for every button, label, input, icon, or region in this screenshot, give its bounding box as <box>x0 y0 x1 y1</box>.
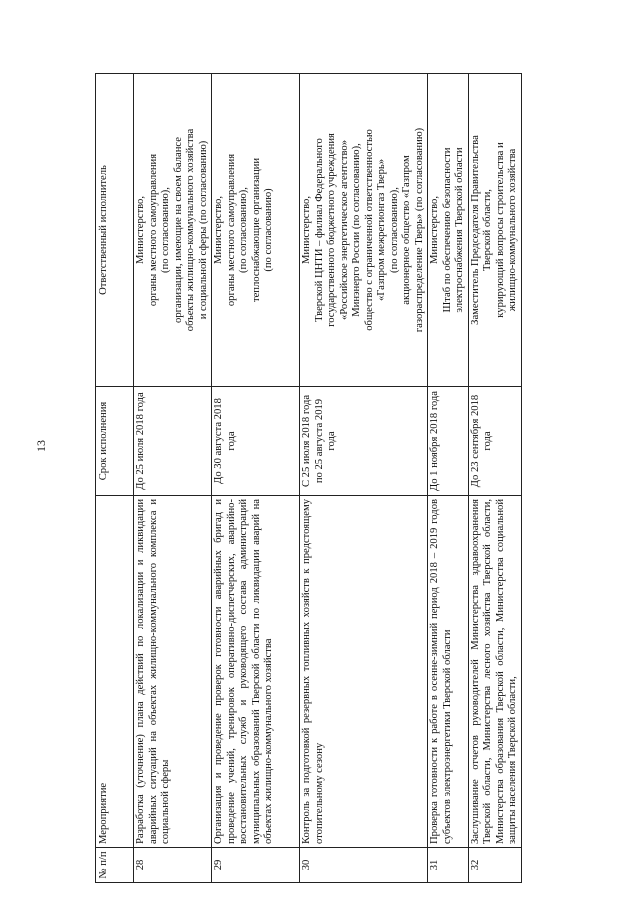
table-header-row <box>96 74 134 883</box>
responsible-line: газораспределение Тверь» (по согласованию) <box>413 127 425 333</box>
row-action: Проверка готовности к работе в осенне-зимний период 2018 – 2019 годов субъектов электроэнергетики Тверской области <box>428 496 469 848</box>
responsible-line: «Газпром межрегионгаз Тверь» <box>376 158 387 302</box>
row-num: 29 <box>212 848 300 883</box>
responsible-line: Министерство, <box>213 196 224 264</box>
responsible-line: (по согласованию) <box>263 188 274 272</box>
row-action: Заслушивание отчетов руководителей Министерства здравоохранения Тверской области, Министерства лесного хозяйства Тверской области, Министерства образования Тверской области, Министерства социальной защиты населения Тверской области, <box>468 496 521 848</box>
row-num: 32 <box>468 848 521 883</box>
row-term: С 25 июля 2018 года по 25 августа 2019 года <box>300 387 428 496</box>
responsible-line: жилищно-коммунального хозяйства <box>507 148 518 312</box>
row-term: До 23 сентября 2018 года <box>468 387 521 496</box>
row-responsible <box>468 74 521 387</box>
responsible-line: курирующий вопросы строительства и <box>494 142 506 318</box>
row-action: Контроль за подготовкой резервных топливных хозяйств к предстоящему отопительному сезону <box>300 496 428 848</box>
table-row <box>428 74 469 883</box>
responsible-line: Министерство, <box>135 196 146 264</box>
row-responsible <box>300 74 428 387</box>
responsible-line: «Российское энергетическое агентство» <box>338 140 350 321</box>
responsible-line: государственного бюджетного учреждения <box>326 133 337 327</box>
responsible-line: Министерство, <box>429 196 440 264</box>
responsible-line: органы местного самоуправления <box>147 153 159 307</box>
rotated-page-content <box>95 73 518 883</box>
responsible-line: и социальной сферы (по согласованию) <box>197 140 209 320</box>
responsible-line: Тверской ЦНТИ – филиал Федерального <box>313 138 325 322</box>
responsible-line: Заместитель Председателя Правительства <box>469 135 481 325</box>
row-num: 30 <box>300 848 428 883</box>
row-responsible <box>428 74 469 387</box>
table-row <box>468 74 521 883</box>
responsible-line: теплоснабжающие организации <box>250 157 262 303</box>
row-action: Разработка (уточнение) плана действий по локализации и ликвидации аварийных ситуаций на объектах жилищно-коммунального комплекса и социальной сферы <box>134 496 212 848</box>
table-row <box>300 74 428 883</box>
responsible-line: (по согласованию), <box>160 187 171 273</box>
header-responsible: Ответственный исполнитель <box>96 74 134 387</box>
responsible-line: акционерное общество «Газпром <box>401 155 412 305</box>
responsible-line: Министерство, <box>301 196 312 264</box>
table-row <box>212 74 300 883</box>
row-responsible <box>212 74 300 387</box>
row-term: До 25 июля 2018 года <box>134 387 212 496</box>
responsible-line: органы местного самоуправления <box>225 153 237 307</box>
row-term: До 30 августа 2018 года <box>212 387 300 496</box>
responsible-line: (по согласованию), <box>238 187 249 273</box>
responsible-line: Минэнерго России (по согласованию), <box>351 143 362 317</box>
responsible-line: электроснабжения Тверской области <box>454 147 465 313</box>
header-num: № п/п <box>96 848 134 883</box>
responsible-line: Тверской области, <box>482 189 493 271</box>
responsible-line: объекты жилищно-коммунального хозяйства <box>185 128 196 332</box>
header-action: Мероприятие <box>96 496 134 848</box>
responsible-line: общество с ограниченной ответственностью <box>363 129 375 331</box>
row-responsible <box>134 74 212 387</box>
responsible-line: организации, имеющие на своем балансе <box>172 137 184 323</box>
row-num: 28 <box>134 848 212 883</box>
row-term: До 1 ноября 2018 года <box>428 387 469 496</box>
activities-table <box>95 73 522 883</box>
responsible-line: (по согласованию), <box>388 187 400 273</box>
row-num: 31 <box>428 848 469 883</box>
header-term: Срок исполнения <box>96 387 134 496</box>
responsible-line: Штаб по обеспечению безопасности <box>441 147 453 313</box>
table-row <box>134 74 212 883</box>
row-action: Организация и проведение проверок готовности аварийных бригад и проведение учений, тренировок оперативно-диспетчерских, аварийно-восстановительных служб и руководящего состава администраций муниципальных образований Тверской области по ликвидации аварий на объектах жилищно-коммунального хозяйства <box>212 496 300 848</box>
